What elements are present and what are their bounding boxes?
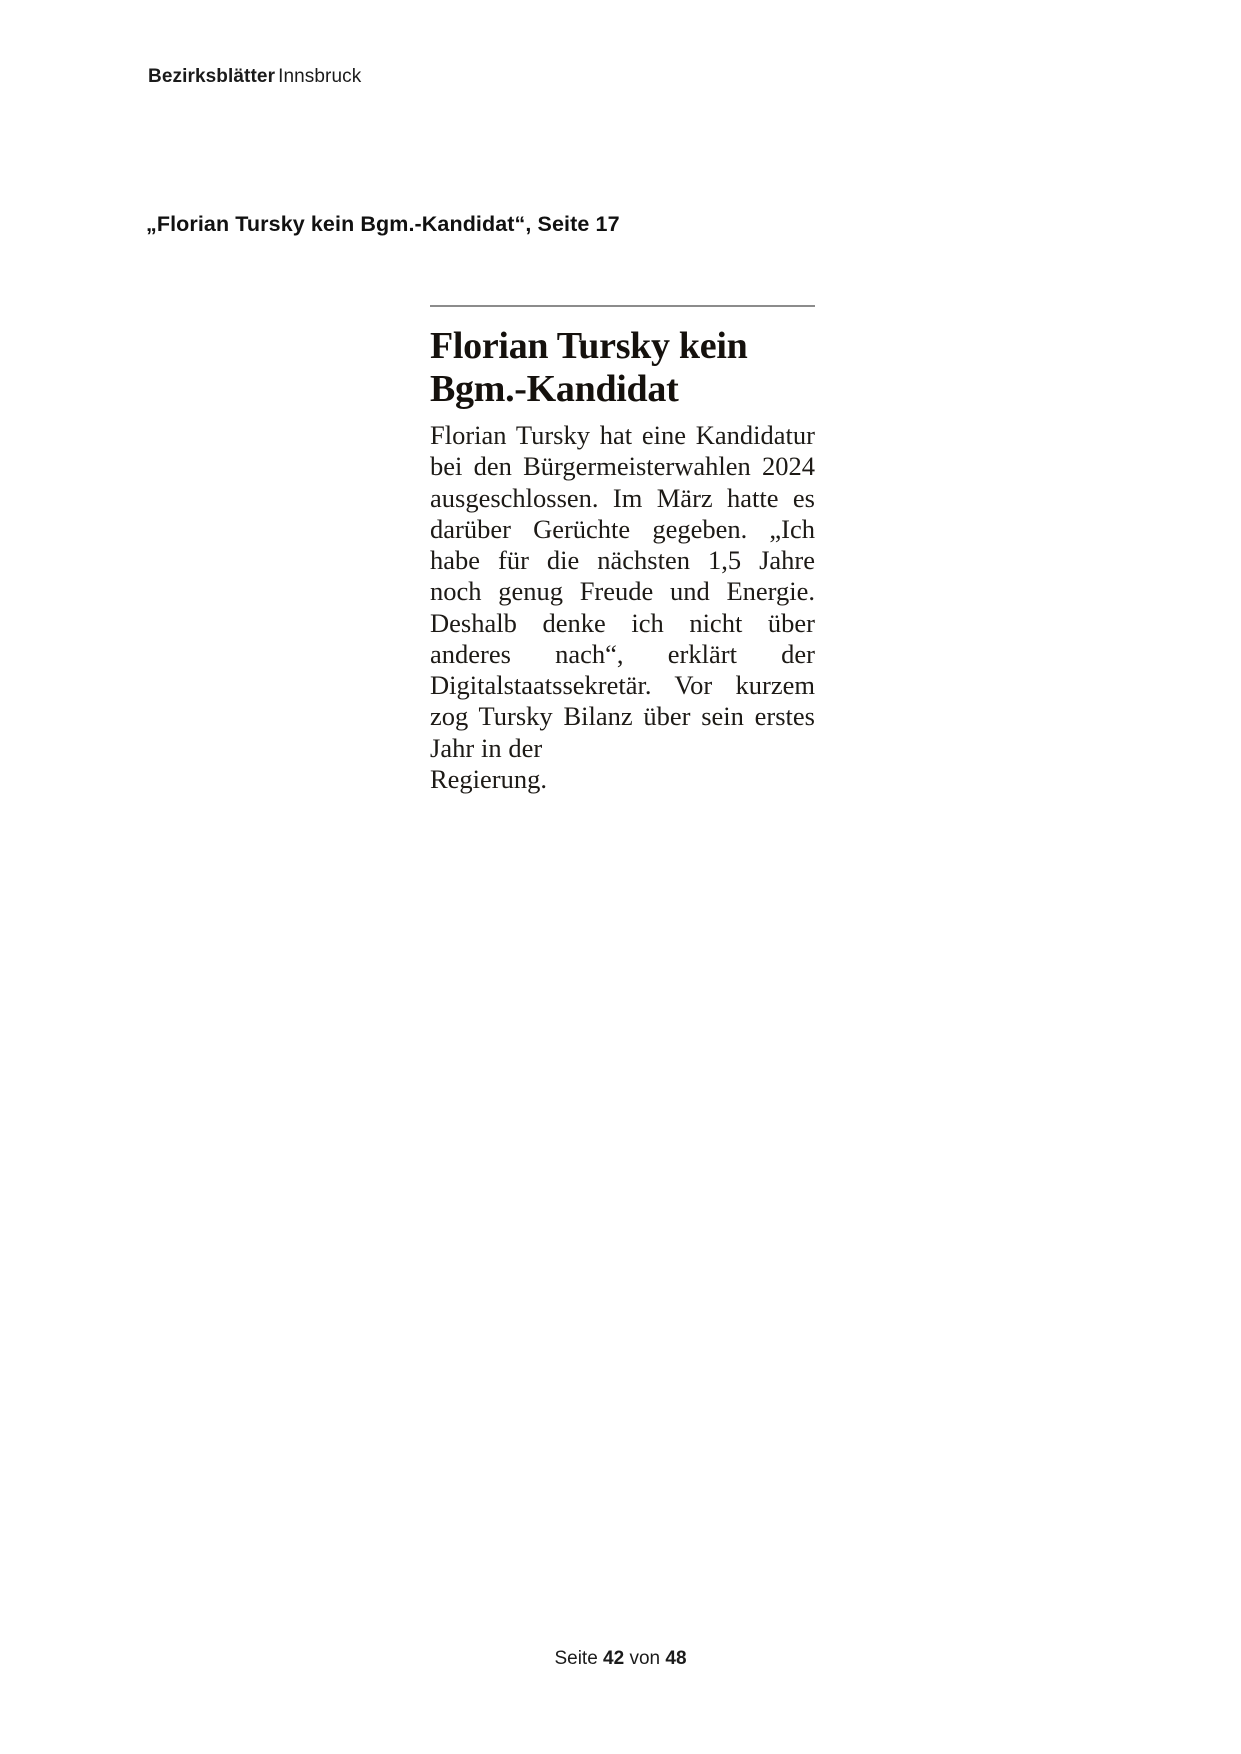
publication-brand: Bezirksblätter (148, 66, 276, 87)
clipping-headline-line-1: Florian Tursky kein (430, 325, 748, 367)
newspaper-clipping (430, 305, 815, 795)
page-title: „Florian Tursky kein Bgm.-Kandidat“, Seite 17 (146, 212, 620, 236)
document-header (148, 66, 361, 88)
publication-edition: Innsbruck (278, 66, 362, 87)
clipping-body (430, 420, 815, 795)
clipping-body-lastline: Regierung. (430, 764, 548, 795)
clipping-divider (430, 305, 815, 307)
footer-page-number: 42 (603, 1648, 625, 1669)
clipping-body-text: Florian Tursky hat eine Kandidatur bei den Bürgermeisterwahlen 2024 ausgeschlossen. Im März hatte es darüber Gerüchte gegeben. „Ich habe für die nächsten 1,5 Jahre noch genug Freude und Energie. Deshalb denke ich nicht über anderes nach“, erklärt der Digitalstaatssekretär. Vor kurzem zog Tursky Bilanz über sein erstes Jahr in der (430, 420, 815, 763)
page-footer (0, 1648, 1241, 1670)
footer-label-page: Seite (554, 1648, 598, 1669)
clipping-headline (430, 325, 815, 410)
footer-total-pages: 48 (665, 1648, 687, 1669)
footer-label-of: von (629, 1648, 661, 1669)
clipping-headline-line-2: Bgm.-Kandidat (430, 367, 679, 410)
